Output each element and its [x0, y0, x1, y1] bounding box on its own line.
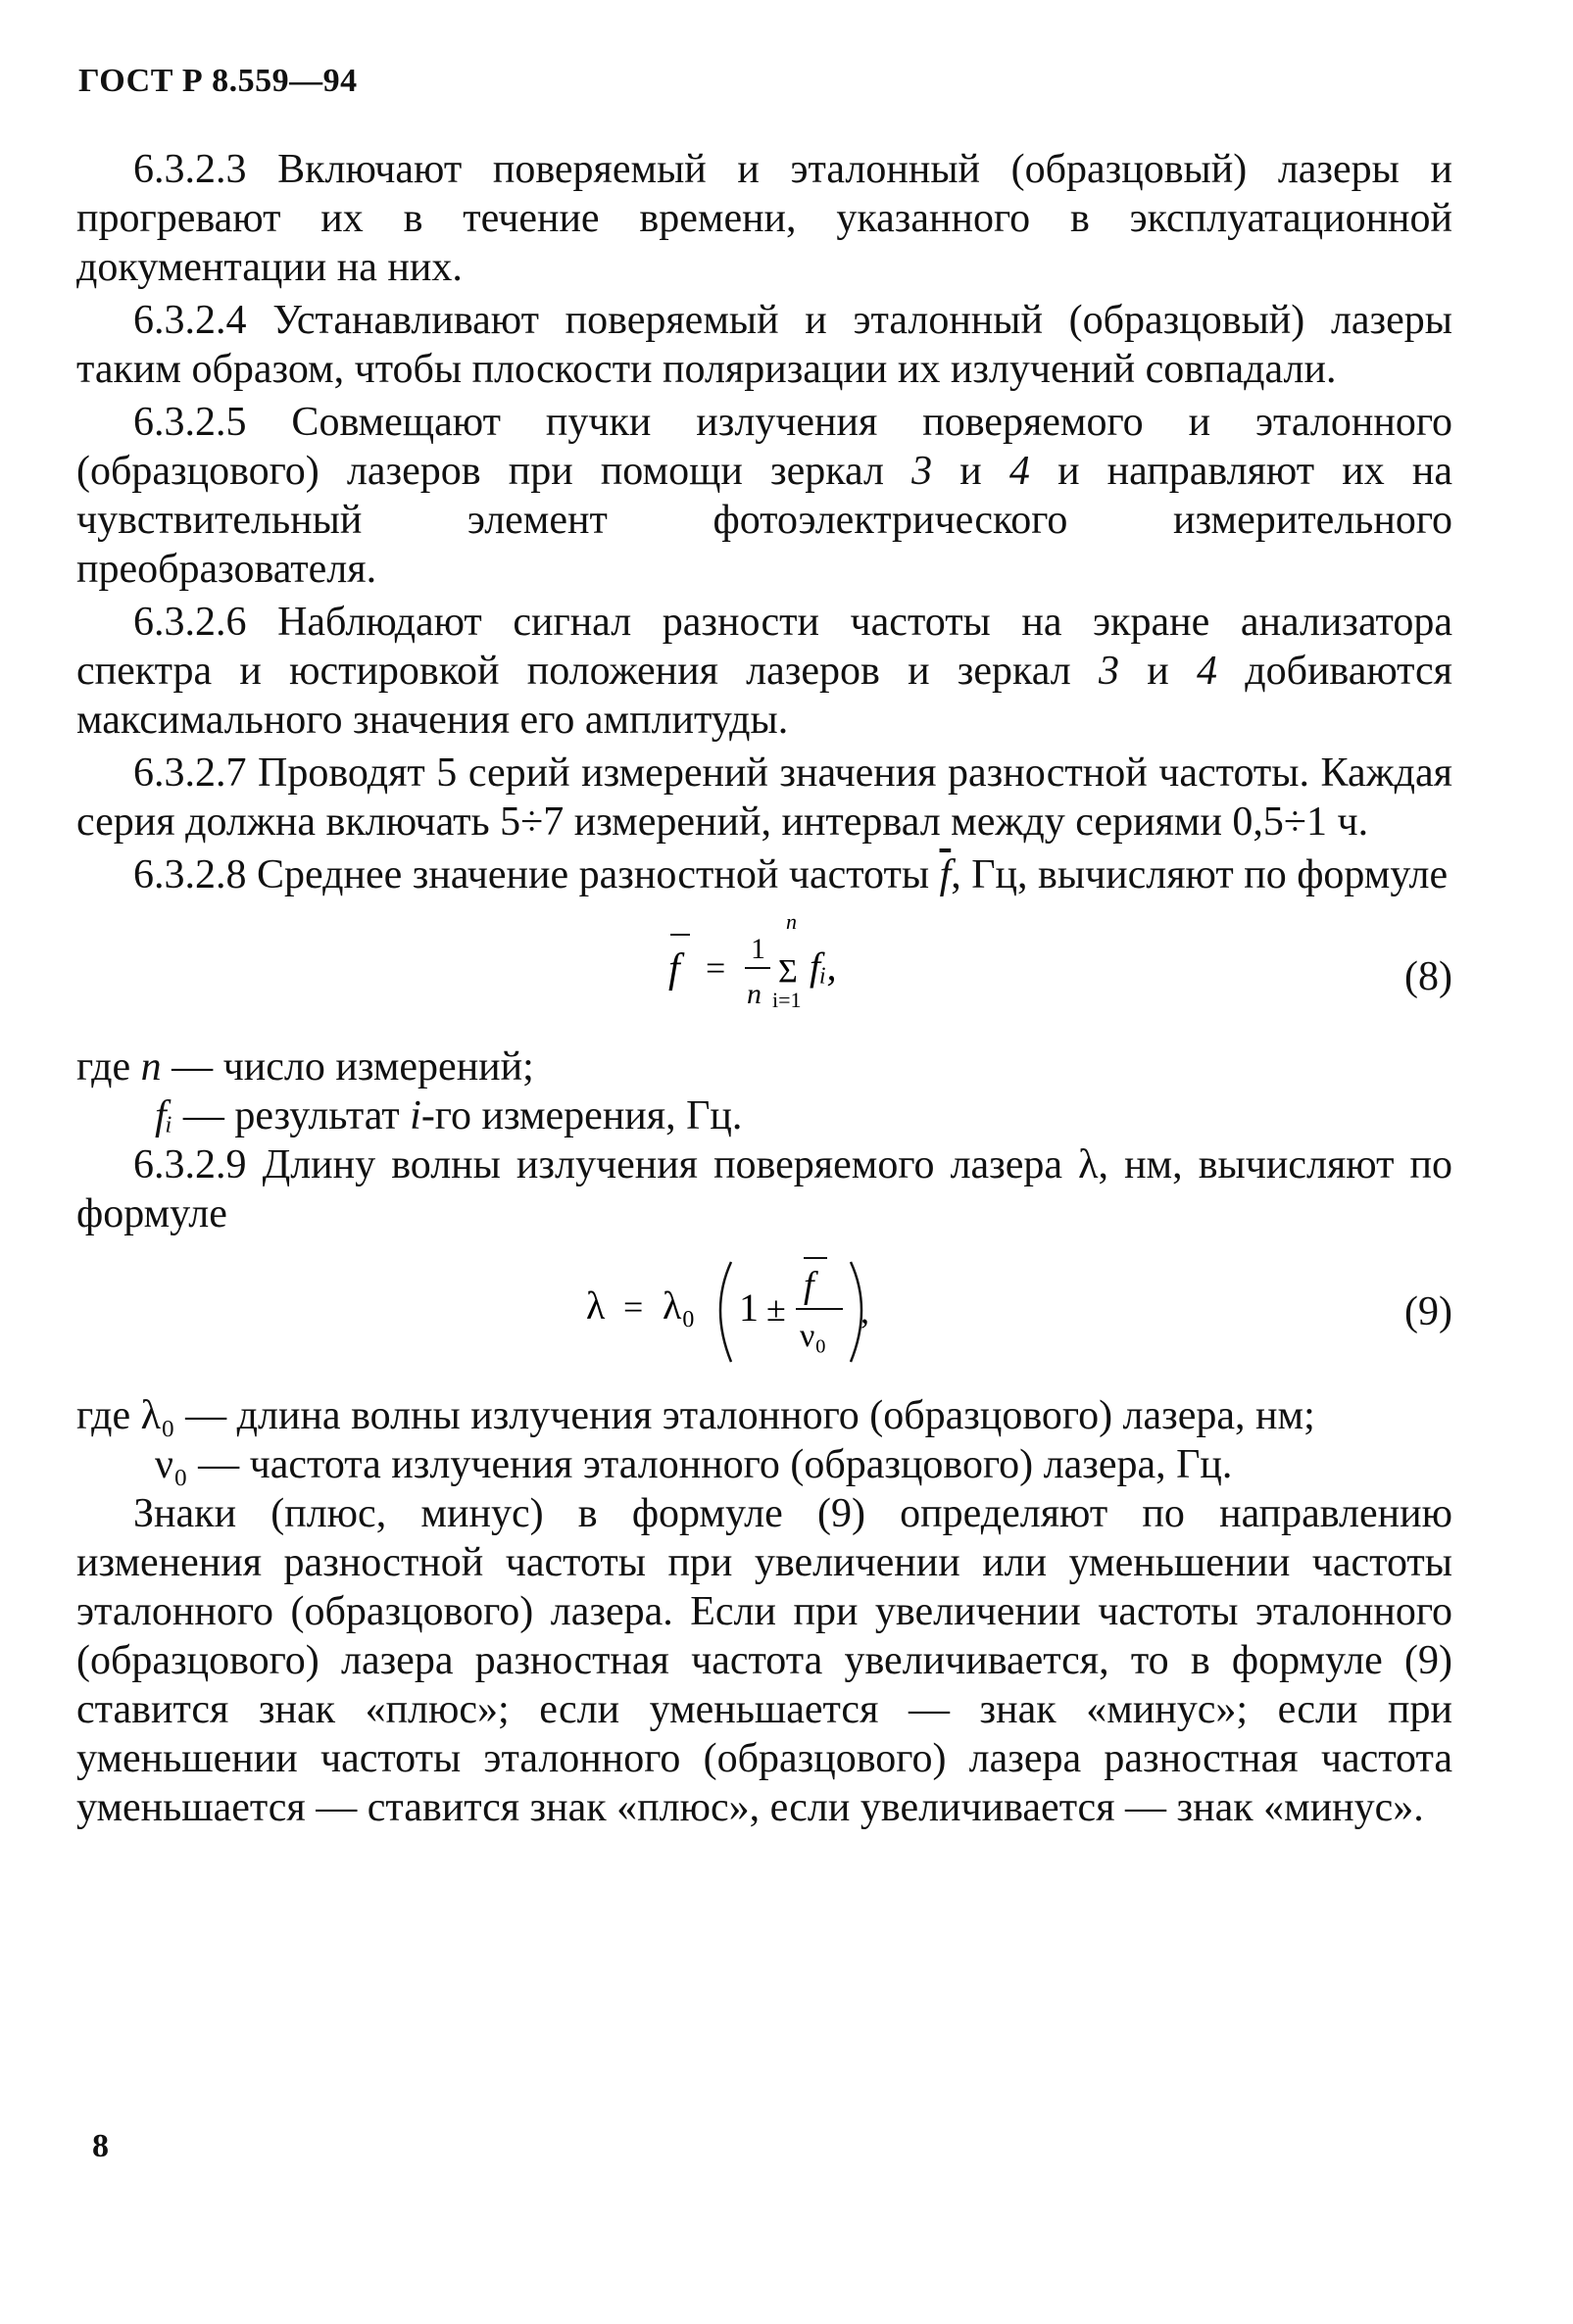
formula-9-den: ν₀ [800, 1318, 827, 1354]
formula-8-sum: Σ [778, 953, 798, 990]
formula-9-lambda0: λ₀ [663, 1283, 696, 1328]
formula-9-comma: , [860, 1291, 869, 1331]
formula-9-pm: ± [766, 1289, 786, 1329]
mirror-ref: 4 [1196, 649, 1217, 694]
formula-9-svg [586, 1244, 978, 1381]
formula-9-number: (9) [1404, 1289, 1452, 1334]
formula-9-eq: = [623, 1287, 644, 1327]
formula-9 [76, 1244, 1452, 1381]
paragraph-6-3-2-4: 6.3.2.4 Устанавливают поверяемый и эталонный (образцовый) лазеры таким образом, чтобы плоскости поляризации их излучений совпадали. [76, 298, 1452, 392]
where-nu0: ν₀ — частота излучения эталонного (образцового) лазера, Гц. [155, 1442, 1233, 1487]
formula-9-one: 1 [739, 1285, 759, 1330]
paragraph-6-3-2-9: 6.3.2.9 Длину волны излучения поверяемого лазера λ, нм, вычисляют по формуле [76, 1142, 1452, 1236]
formula-9-num: f [804, 1265, 814, 1306]
formula-8-eq: = [706, 948, 726, 988]
mirror-ref: 3 [911, 449, 933, 494]
formula-8-den: n [747, 978, 762, 1010]
paragraph-6-3-2-5: 6.3.2.5 Совмещают пучки излучения поверяемого и эталонного (образцового) лазеров при помощи зеркал 3 и 4 и направляют их на чувствительный элемент фотоэлектрического измерительного преобразователя. [76, 400, 1452, 592]
document-header: ГОСТ Р 8.559—94 [78, 63, 358, 99]
formula-8-term: fᵢ, [810, 944, 837, 989]
mean-frequency-symbol: $\overline{f}$ [939, 852, 952, 897]
page-number: 8 [92, 2128, 109, 2164]
formula-8-svg [664, 909, 959, 1037]
where-lambda0: где λ₀ — длина волны излучения эталонного (образцового) лазера, нм; [76, 1393, 1315, 1438]
formula-8-num: 1 [751, 933, 765, 965]
paragraph-signs: Знаки (плюс, минус) в формуле (9) определяют по направлению изменения разностной частоты при увеличении или уменьшении частоты эталонного (образцового) лазера. Если при увеличении частоты эталонного (образцового) лазера разностная частота увеличивается, то в формуле (9) ставится знак «плюс»; если уменьшается — знак «минус»; если при уменьшении частоты эталонного (образцового) лазера разностная частота уменьшается — ставится знак «плюс», если увеличивается — знак «минус». [76, 1491, 1452, 1830]
formula-8-lhs: f [668, 946, 680, 992]
where-n: где n — число измерений; [76, 1044, 534, 1089]
formula-8 [76, 909, 1452, 1037]
mirror-ref: 3 [1099, 649, 1120, 694]
paragraph-6-3-2-6: 6.3.2.6 Наблюдают сигнал разности частоты на экране анализатора спектра и юстировкой положения лазеров и зеркал 3 и 4 добиваются максимального значения его амплитуды. [76, 600, 1452, 743]
formula-8-sum-bottom: i=1 [772, 988, 802, 1012]
paragraph-6-3-2-7: 6.3.2.7 Проводят 5 серий измерений значения разностной частоты. Каждая серия должна включать 5÷7 измерений, интервал между сериями 0,5÷1 ч. [76, 750, 1452, 845]
paragraph-6-3-2-3: 6.3.2.3 Включают поверяемый и эталонный (образцовый) лазеры и прогревают их в течение времени, указанного в эксплуатационной документации на них. [76, 147, 1452, 290]
formula-8-number: (8) [1404, 954, 1452, 999]
mirror-ref: 4 [1008, 449, 1030, 494]
paragraph-6-3-2-8: 6.3.2.8 Среднее значение разностной частоты $\overline{f}$, Гц, вычисляют по формуле [133, 852, 1449, 897]
formula-9-lhs: λ [586, 1283, 606, 1328]
document-body [76, 145, 1452, 1836]
where-fi: fᵢ — результат i-го измерения, Гц. [155, 1093, 743, 1138]
formula-8-sum-top: n [786, 909, 797, 934]
